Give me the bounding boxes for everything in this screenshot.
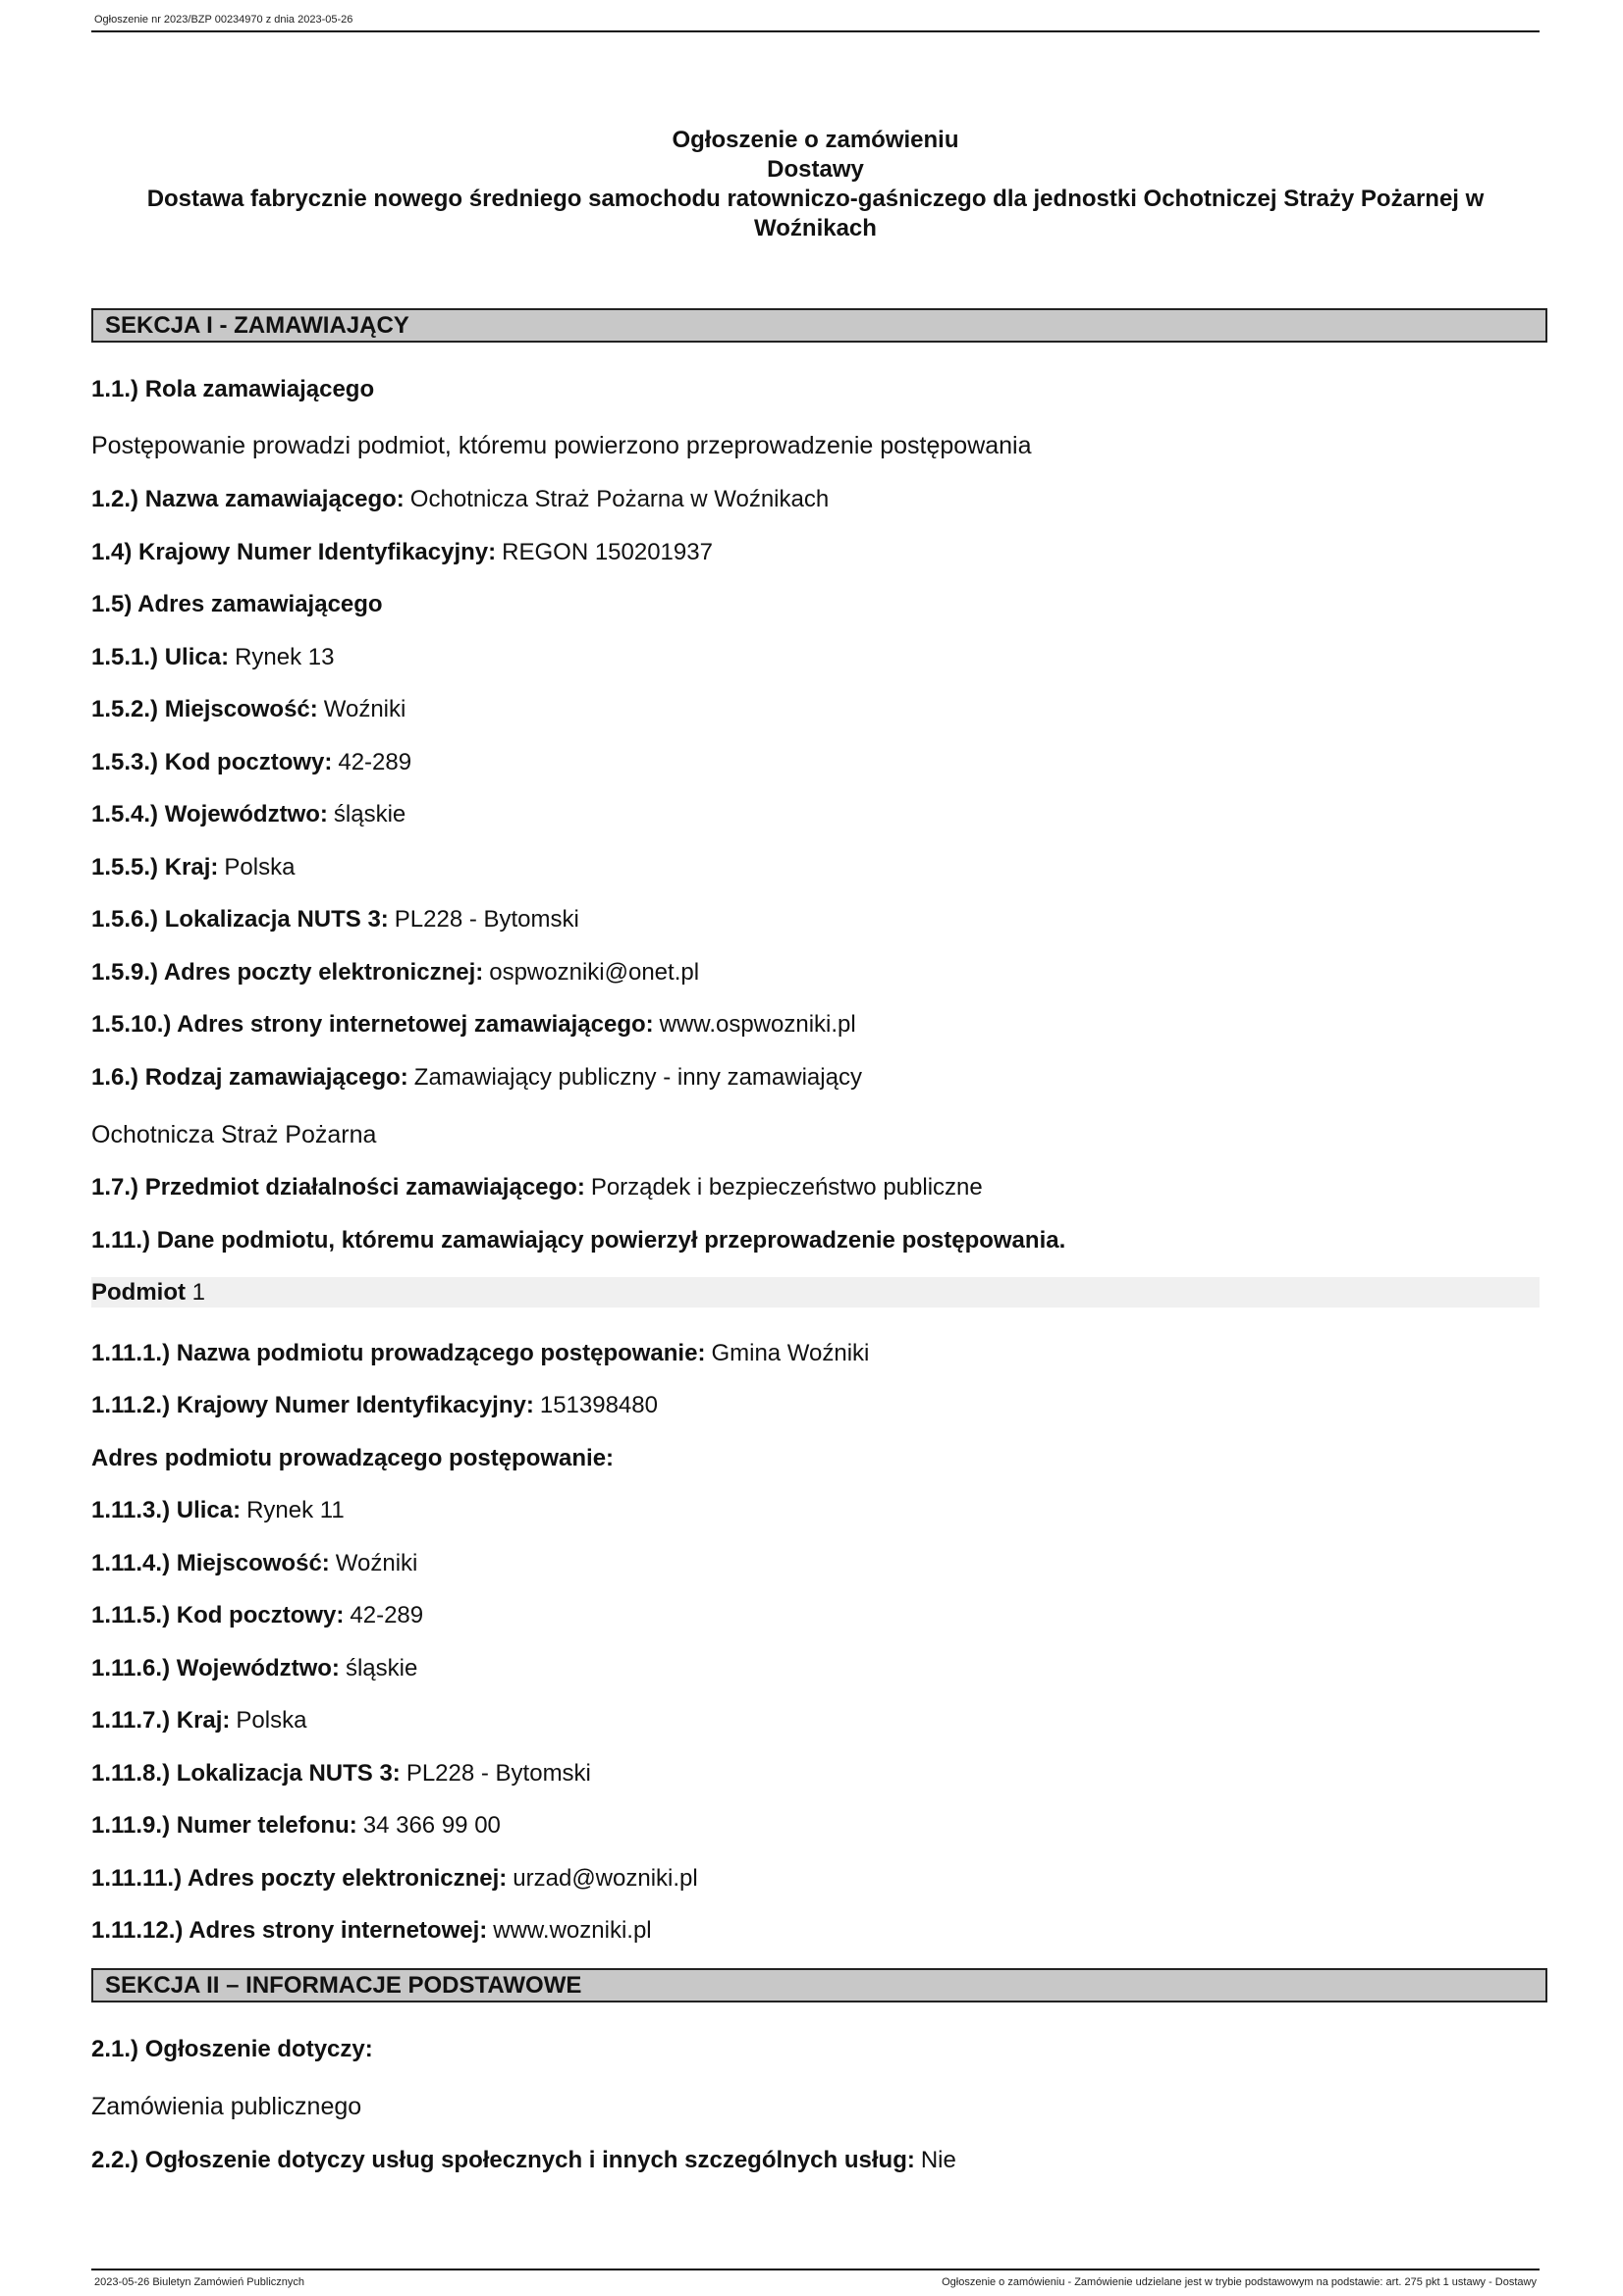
field-1-7 — [91, 1173, 1537, 1202]
field-value: 42-289 — [350, 1602, 424, 1629]
field-1-5 — [91, 590, 1537, 619]
field-value: urzad@wozniki.pl — [513, 1865, 698, 1892]
field-1-11-11 — [91, 1864, 1537, 1894]
field-value: www.ospwozniki.pl — [659, 1011, 856, 1038]
field-value: Woźniki — [335, 1550, 418, 1576]
field-label: 1.11.) Dane podmiotu, któremu zamawiający powierzył przeprowadzenie postępowania. — [91, 1227, 1066, 1254]
field-1-5-5 — [91, 853, 1537, 882]
field-label: 1.11.7.) Kraj: — [91, 1707, 231, 1734]
podmiot-label: Podmiot — [91, 1279, 186, 1306]
field-1-5-6 — [91, 905, 1537, 934]
field-value: Rynek 11 — [246, 1497, 345, 1523]
notice-title — [94, 126, 1537, 243]
field-1-2 — [91, 485, 1537, 514]
section-2-header — [91, 1968, 1547, 2002]
field-label: 1.11.11.) Adres poczty elektronicznej: — [91, 1865, 508, 1892]
field-label: 1.5.9.) Adres poczty elektronicznej: — [91, 959, 484, 986]
field-value: Woźniki — [323, 696, 406, 722]
field-label: 1.11.1.) Nazwa podmiotu prowadzącego postępowanie: — [91, 1340, 706, 1366]
field-label: 1.11.6.) Województwo: — [91, 1655, 340, 1682]
field-label: 1.5) Adres zamawiającego — [91, 591, 383, 617]
field-2-1-value: Zamówienia publicznego — [91, 2093, 362, 2120]
field-value: PL228 - Bytomski — [406, 1760, 591, 1787]
field-1-5-9 — [91, 958, 1537, 988]
field-1-11-5 — [91, 1601, 1537, 1630]
field-1-11-2 — [91, 1391, 1537, 1420]
field-label: 1.5.1.) Ulica: — [91, 644, 230, 670]
field-value: Polska — [224, 854, 296, 881]
field-1-11-4 — [91, 1549, 1537, 1578]
header-divider — [91, 30, 1540, 32]
field-1-6 — [91, 1063, 1537, 1093]
field-label: 1.11.4.) Miejscowość: — [91, 1550, 330, 1576]
field-label: 1.11.3.) Ulica: — [91, 1497, 242, 1523]
field-1-5-3 — [91, 748, 1537, 777]
field-1-11-6 — [91, 1654, 1537, 1683]
field-1-11 — [91, 1226, 1537, 1255]
field-1-1-value: Postępowanie prowadzi podmiot, któremu powierzono przeprowadzenie postępowania — [91, 432, 1032, 459]
field-value: Porządek i bezpieczeństwo publiczne — [590, 1174, 983, 1201]
title-line-4: Woźnikach — [754, 215, 877, 241]
section-1-title: SEKCJA I - ZAMAWIAJĄCY — [105, 312, 409, 339]
field-value: 34 366 99 00 — [362, 1812, 501, 1839]
field-label: Adres podmiotu prowadzącego postępowanie: — [91, 1445, 615, 1471]
field-1-11-8 — [91, 1759, 1537, 1789]
field-1-5-4 — [91, 800, 1537, 829]
field-label: 1.11.2.) Krajowy Numer Identyfikacyjny: — [91, 1392, 534, 1418]
field-1-11-9 — [91, 1811, 1537, 1841]
field-value: 42-289 — [338, 749, 412, 775]
field-value: Gmina Woźniki — [711, 1340, 870, 1366]
field-label: 1.1.) Rola zamawiającego — [91, 376, 375, 402]
field-value: Polska — [236, 1707, 307, 1734]
field-1-11-1 — [91, 1339, 1537, 1368]
title-line-1: Ogłoszenie o zamówieniu — [672, 127, 959, 153]
footer-right-text: Ogłoszenie o zamówieniu - Zamówienie udzielane jest w trybie podstawowym na podstawie: art. 275 pkt 1 ustawy - Dostawy — [942, 2276, 1537, 2288]
field-value: Rynek 13 — [235, 644, 335, 670]
field-label: 1.11.9.) Numer telefonu: — [91, 1812, 357, 1839]
field-adres-podmiotu — [91, 1444, 1537, 1473]
field-label: 2.1.) Ogłoszenie dotyczy: — [91, 2036, 373, 2062]
field-value: www.wozniki.pl — [493, 1917, 652, 1944]
field-1-11-12 — [91, 1916, 1537, 1946]
field-2-2 — [91, 2146, 1537, 2175]
field-label: 1.5.6.) Lokalizacja NUTS 3: — [91, 906, 389, 933]
field-label: 1.5.10.) Adres strony internetowej zamawiającego: — [91, 1011, 654, 1038]
field-1-11-3 — [91, 1496, 1537, 1525]
field-label: 1.2.) Nazwa zamawiającego: — [91, 486, 405, 512]
title-line-2: Dostawy — [767, 156, 864, 183]
field-label: 1.7.) Przedmiot działalności zamawiającego: — [91, 1174, 585, 1201]
field-value: Zamawiający publiczny - inny zamawiający — [413, 1064, 862, 1091]
field-1-5-2 — [91, 695, 1537, 724]
field-value: REGON 150201937 — [502, 539, 713, 565]
field-1-11-7 — [91, 1706, 1537, 1735]
section-1-header — [91, 308, 1547, 343]
field-1-4 — [91, 538, 1537, 567]
field-label: 1.11.5.) Kod pocztowy: — [91, 1602, 345, 1629]
footer-divider — [91, 2269, 1540, 2270]
field-label: 1.4) Krajowy Numer Identyfikacyjny: — [91, 539, 497, 565]
field-label: 1.5.4.) Województwo: — [91, 801, 328, 828]
footer-left-text: 2023-05-26 Biuletyn Zamówień Publicznych — [94, 2276, 305, 2288]
field-value: ospwozniki@onet.pl — [489, 959, 700, 986]
field-label: 1.5.2.) Miejscowość: — [91, 696, 318, 722]
field-label: 1.6.) Rodzaj zamawiającego: — [91, 1064, 408, 1091]
field-value: Nie — [920, 2147, 956, 2173]
field-label: 1.5.5.) Kraj: — [91, 854, 219, 881]
field-value: Ochotnicza Straż Pożarna w Woźnikach — [409, 486, 830, 512]
field-label: 1.11.12.) Adres strony internetowej: — [91, 1917, 488, 1944]
field-label: 1.5.3.) Kod pocztowy: — [91, 749, 333, 775]
title-line-3: Dostawa fabrycznie nowego średniego samochodu ratowniczo-gaśniczego dla jednostki Ochotniczej Straży Pożarnej w — [146, 186, 1485, 212]
podmiot-number: 1 — [191, 1279, 206, 1306]
field-value: PL228 - Bytomski — [394, 906, 579, 933]
field-1-6-extra: Ochotnicza Straż Pożarna — [91, 1121, 377, 1148]
notice-reference: Ogłoszenie nr 2023/BZP 00234970 z dnia 2023-05-26 — [94, 14, 353, 26]
field-1-5-10 — [91, 1010, 1537, 1040]
field-label: 2.2.) Ogłoszenie dotyczy usług społecznych i innych szczególnych usług: — [91, 2147, 915, 2173]
section-2-title: SEKCJA II – INFORMACJE PODSTAWOWE — [105, 1972, 582, 1999]
field-value: śląskie — [345, 1655, 418, 1682]
field-value: 151398480 — [539, 1392, 658, 1418]
field-1-1 — [91, 375, 1537, 404]
podmiot-row — [91, 1277, 1540, 1308]
field-value: śląskie — [333, 801, 406, 828]
field-label: 1.11.8.) Lokalizacja NUTS 3: — [91, 1760, 401, 1787]
field-1-5-1 — [91, 643, 1537, 672]
field-2-1 — [91, 2035, 1537, 2064]
